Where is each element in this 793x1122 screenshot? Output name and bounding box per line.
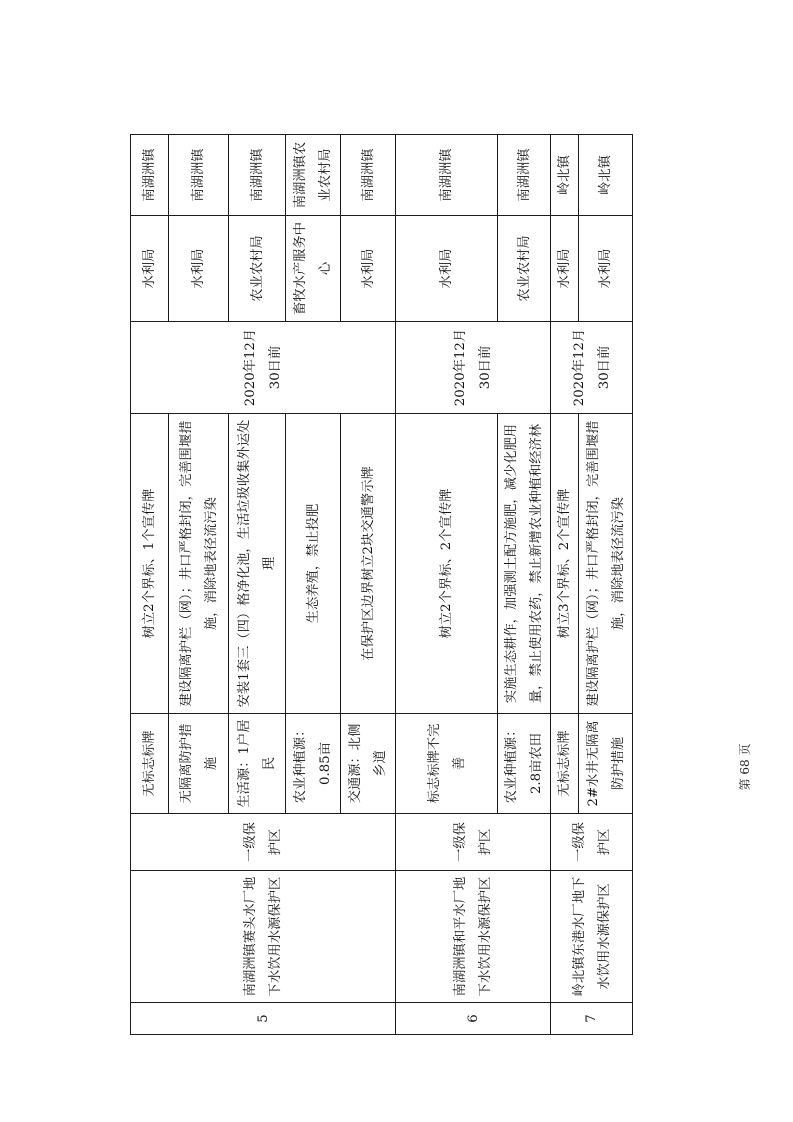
table-row xyxy=(131,135,169,1035)
measure-cell: 树立2个界标、2个宣传牌 xyxy=(396,414,498,714)
table-row xyxy=(551,135,579,1035)
town-cell: 南湖洲镇农业农村局 xyxy=(286,135,341,216)
problem-cell: 农业种植源：2.8亩农田 xyxy=(498,714,551,814)
measure-cell: 建设隔离护栏（网）；井口严格封闭，完善围堰措施，消除地表径流污染 xyxy=(579,414,633,714)
protection-zone-name-cell: 岭北镇东港水厂地下水饮用水源保护区 xyxy=(551,871,633,1003)
protection-zone-name-cell: 南湖洲镇赛头水厂地下水饮用水源保护区 xyxy=(131,871,396,1003)
department-cell: 水利局 xyxy=(551,216,579,322)
problem-cell: 无隔离防护措施 xyxy=(169,714,229,814)
problem-cell: 标志标牌不完善 xyxy=(396,714,498,814)
measure-cell: 在保护区边界树立2块交通警示牌 xyxy=(341,414,396,714)
town-cell: 南湖洲镇 xyxy=(169,135,229,216)
measure-cell: 建设隔离护栏（网）；井口严格封闭，完善围堰措施，消除地表径流污染 xyxy=(169,414,229,714)
protection-level-cell: 一级保护区 xyxy=(396,814,551,871)
deadline-cell: 2020年12月30日前 xyxy=(551,322,633,414)
problem-cell: 2#水井无隔离防护措施 xyxy=(579,714,633,814)
problem-cell: 无标志标牌 xyxy=(551,714,579,814)
row-index-cell: 6 xyxy=(396,1003,551,1035)
measure-cell: 生态养殖，禁止投肥 xyxy=(286,414,341,714)
protection-level-cell: 一级保护区 xyxy=(131,814,396,871)
town-cell: 南湖洲镇 xyxy=(396,135,498,216)
measure-cell: 树立3个界标、2个宣传牌 xyxy=(551,414,579,714)
department-cell: 水利局 xyxy=(169,216,229,322)
deadline-cell: 2020年12月30日前 xyxy=(396,322,551,414)
table-body xyxy=(131,135,633,1035)
town-cell: 南湖洲镇 xyxy=(498,135,551,216)
town-cell: 南湖洲镇 xyxy=(229,135,286,216)
town-cell: 岭北镇 xyxy=(579,135,633,216)
problem-cell: 农业种植源：0.85亩 xyxy=(286,714,341,814)
rectification-table xyxy=(130,134,633,1035)
town-cell: 南湖洲镇 xyxy=(341,135,396,216)
protection-zone-name-cell: 南湖洲镇和平水厂地下水饮用水源保护区 xyxy=(396,871,551,1003)
measure-cell: 树立2个界标、1个宣传牌 xyxy=(131,414,169,714)
town-cell: 岭北镇 xyxy=(551,135,579,216)
department-cell: 畜牧水产服务中心 xyxy=(286,216,341,322)
problem-cell: 交通源：北侧乡道 xyxy=(341,714,396,814)
page-number: 第 68 页 xyxy=(738,743,752,791)
problem-cell: 无标志标牌 xyxy=(131,714,169,814)
town-cell: 南湖洲镇 xyxy=(131,135,169,216)
problem-cell: 生活源：1户居民 xyxy=(229,714,286,814)
measure-cell: 实施生态耕作，加强测土配方施肥，减少化肥用量，禁止使用农药，禁止新增农业种植和经济林 xyxy=(498,414,551,714)
department-cell: 农业农村局 xyxy=(498,216,551,322)
protection-level-cell: 一级保护区 xyxy=(551,814,633,871)
measure-cell: 安装1套三（四）格净化池，生活垃圾收集外运处理 xyxy=(229,414,286,714)
table-row xyxy=(396,135,498,1035)
department-cell: 水利局 xyxy=(396,216,498,322)
department-cell: 水利局 xyxy=(131,216,169,322)
deadline-cell: 2020年12月30日前 xyxy=(131,322,396,414)
row-index-cell: 5 xyxy=(131,1003,396,1035)
row-index-cell: 7 xyxy=(551,1003,633,1035)
department-cell: 水利局 xyxy=(579,216,633,322)
department-cell: 水利局 xyxy=(341,216,396,322)
department-cell: 农业农村局 xyxy=(229,216,286,322)
